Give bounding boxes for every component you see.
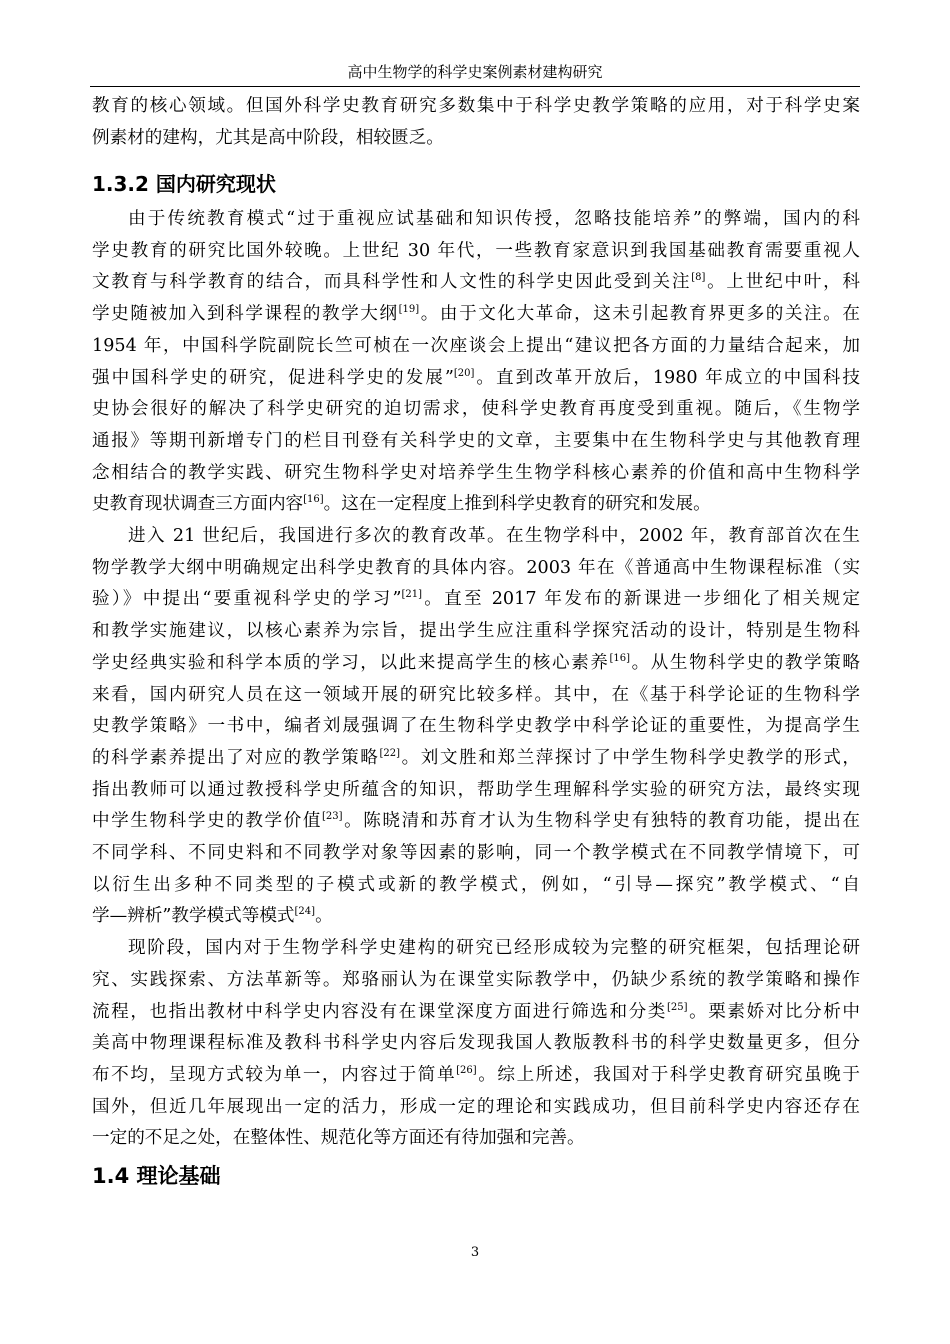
text-segment: 强中国科学史的研究，促进科学史的发展” — [92, 367, 454, 388]
text-line — [92, 267, 860, 299]
text-line: 现阶段，国内对于生物学科学史建构的研究已经形成较为完整的研究框架，包括理论研 — [128, 938, 860, 959]
text-line: 一定的不足之处，在整体性、规范化等方面还有待加强和完善。 — [92, 1128, 585, 1149]
text-segment: 。直到改革开放后，1980 年成立的中国科技 — [474, 367, 860, 388]
text-line: 念相结合的教学实践、研究生物科学史对培养学生生物学科核心素养的价值和高中生物科学 — [92, 462, 860, 483]
text-segment: 。刘文胜和郑兰萍探讨了中学生物科学史教学的形式， — [400, 747, 860, 768]
text-line — [92, 1060, 860, 1092]
citation-ref: [16] — [609, 652, 630, 664]
text-line — [92, 743, 860, 775]
text-line: 美高中物理课程标准及教科书科学史内容后发现我国人教版教科书的科学史数量更多，但分 — [92, 1033, 860, 1054]
section-heading: 1.3.2 国内研究现状 — [92, 172, 276, 196]
text-line — [92, 997, 860, 1029]
citation-ref: [23] — [321, 811, 343, 823]
text-line: 学史教育的研究比国外较晚。上世纪 30 年代，一些教育家意识到我国基础教育需要重视人 — [92, 240, 860, 261]
text-line: 国外，但近几年展现出一定的活力，形成一定的理论和实践成功，但目前科学史内容还存在 — [92, 1096, 860, 1117]
header-rule — [90, 86, 860, 87]
text-line — [92, 806, 860, 838]
text-segment: 。陈晓清和苏育才认为生物科学史有独特的教育功能，提出在 — [342, 811, 860, 832]
text-line: 不同学科、不同史料和不同教学对象等因素的影响，同一个教学模式在不同教学情境下，可 — [92, 843, 860, 864]
text-segment: 。直至 2017 年发布的新课进一步细化了相关规定 — [422, 589, 860, 610]
text-line: 通报》等期刊新增专门的栏目刊登有关科学史的文章，主要集中在生物科学史与其他教育理 — [92, 430, 860, 451]
text-segment: 学史经典实验和科学本质的学习，以此来提高学生的核心素养 — [92, 652, 610, 673]
text-line — [92, 901, 860, 933]
text-line: 教育的核心领域。但国外科学史教育研究多数集中于科学史教学策略的应用，对于科学史案 — [92, 96, 860, 116]
text-line — [92, 584, 860, 616]
text-line: 究、实践探索、方法革新等。郑骆丽认为在课堂实际教学中，仍缺少系统的教学策略和操作 — [92, 969, 860, 990]
citation-ref: [20] — [453, 367, 475, 379]
text-segment: 中学生物科学史的教学价值 — [92, 811, 322, 832]
text-segment: 的科学素养提出了对应的教学策略 — [92, 747, 380, 768]
text-line: 和教学实施建议，以核心素养为宗旨，提出学生应注重科学探究活动的设计，特别是生物科 — [92, 621, 860, 642]
text-line: 指出教师可以通过教授科学史所蕴含的知识，帮助学生理解科学实验的研究方法，最终实现 — [92, 779, 860, 800]
citation-ref: [8] — [691, 272, 706, 284]
text-line: 史协会很好的解决了科学史研究的迫切需求，使科学史教育再度受到重视。随后，《生物学 — [92, 399, 860, 420]
text-segment: 文教育与科学教育的结合，而具科学性和人文性的科学史因此受到关注 — [92, 272, 692, 293]
text-segment: 验）》中提出“要重视科学史的学习” — [92, 589, 402, 610]
page-number: 3 — [470, 1245, 480, 1260]
text-segment: 史教育现状调查三方面内容 — [92, 494, 304, 515]
citation-ref: [22] — [379, 747, 401, 759]
paragraph-1 — [92, 204, 860, 1155]
text-segment: 流程，也指出教材中科学史内容没有在课堂深度方面进行筛选和分类 — [92, 1001, 667, 1022]
citation-ref: [21] — [401, 589, 422, 601]
text-line: 例素材的建构，尤其是高中阶段，相较匮乏。 — [92, 127, 444, 148]
continuation-paragraph — [92, 91, 860, 154]
text-line — [92, 299, 860, 331]
text-segment: 。这在一定程度上推到科学史教育的研究和发展。 — [323, 494, 711, 515]
citation-ref: [19] — [398, 304, 420, 316]
citation-ref: [16] — [303, 494, 324, 506]
text-segment: 。综上所述，我国对于科学史教育研究虽晚于 — [476, 1064, 860, 1085]
text-segment: 。 — [315, 906, 333, 927]
citation-ref: [24] — [294, 906, 316, 918]
citation-ref: [26] — [456, 1064, 477, 1076]
text-segment: 。由于文化大革命，这未引起教育界更多的关注。在 — [419, 304, 860, 325]
text-segment: 。从生物科学史的教学策略 — [630, 652, 860, 673]
text-segment: 学史随被加入到科学课程的教学大纲 — [92, 304, 399, 325]
text-line — [92, 363, 860, 395]
text-segment: 布不均，呈现方式较为单一，内容过于简单 — [92, 1064, 457, 1085]
text-segment: 。栗素娇对比分析中 — [687, 1001, 860, 1022]
text-line: 以衍生出多种不同类型的子模式或新的教学模式，例如，“引导—探究”教学模式、“自 — [92, 874, 860, 895]
text-line — [92, 648, 860, 680]
section-heading: 1.4 理论基础 — [92, 1164, 221, 1188]
text-line: 1954 年，中国科学院副院长竺可桢在一次座谈会上提出“建议把各方面的力量结合起来，加 — [92, 335, 860, 356]
text-line — [92, 489, 860, 521]
text-line: 来看，国内研究人员在这一领域开展的研究比较多样。其中，在《基于科学论证的生物科学 — [92, 684, 860, 705]
text-segment: 。上世纪中叶，科 — [705, 272, 860, 293]
text-line: 由于传统教育模式“过于重视应试基础和知识传授，忽略技能培养”的弊端，国内的科 — [128, 209, 860, 229]
running-header: 高中生物学的科学史案例素材建构研究 — [347, 63, 603, 81]
text-line: 物学教学大纲中明确规定出科学史教育的具体内容。2003 年在《普通高中生物课程标准（实 — [92, 557, 860, 578]
text-line: 进入 21 世纪后，我国进行多次的教育改革。在生物学科中，2002 年，教育部首次在生 — [128, 526, 860, 547]
text-segment: 学—辨析”教学模式等模式 — [92, 906, 295, 927]
text-line: 史教学策略》一书中，编者刘晟强调了在生物科学史教学中科学论证的重要性，为提高学生 — [92, 716, 860, 737]
citation-ref: [25] — [666, 1001, 688, 1013]
